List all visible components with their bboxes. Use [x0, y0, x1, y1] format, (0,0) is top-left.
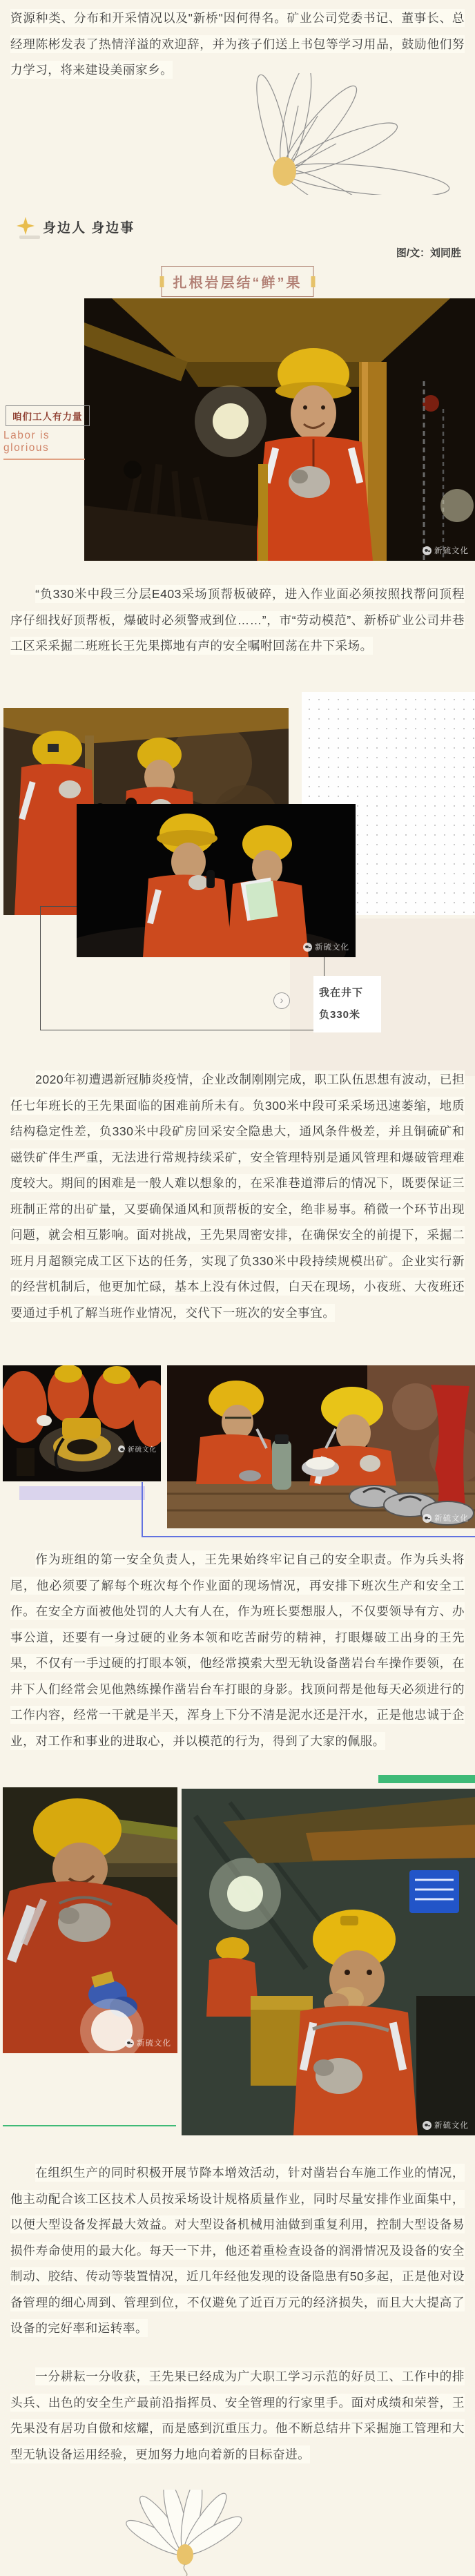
- watermark: 新硫文化: [303, 941, 349, 952]
- flower-center: [177, 2544, 193, 2565]
- paragraph-2: 2020年初遭遇新冠肺炎疫情，企业改制刚刚完成，职工队伍思想有波动，已担任七年班长的王先果面临的困难前所未有。负300米中段可采采场迅速萎缩，地质结构稳定性差，负330米中段矿房回采安全隐患大，通风条件极差，并且铜硫矿和磁铁矿伴生严重，无法进行常规持续采矿，安全管理特别是通风管理和爆破管理难度较大。期间的困难是一般人难以想象的，在采准巷道滞后的情况下，既要保证三班制正常的出矿量，又要确保通风和顶帮板的安全，绝非易事。稍微一个环节出现问题，就会相互影响。面对挑战，王先果周密安排，在确保安全的前提下，采掘二班月月超额完成工区下达的任务，实现了负330米中段持续规模出矿。企业实行新的经营机制后，他更加忙碌，基本上没有休过假，白天在现场，小夜班、大夜班还要通过手机了解当班作业情况，交代下一班次的安全事宜。: [10, 1067, 465, 1326]
- wechat-logo-icon: [125, 2039, 134, 2048]
- flower-decoration-top: [242, 73, 475, 195]
- wechat-logo-icon: [423, 546, 432, 555]
- watermark: 新硫文化: [423, 545, 469, 556]
- paragraph-1: “负330米中段三分层E403采场顶帮板破碎，进入作业面必须按照找帮问顶程序仔细找好顶帮板，爆破时必须警戒到位……”，市“劳动模范”、新桥矿业公司井巷工区采采掘二班班长王先果掷地有声的安全嘱咐回荡在井下采场。: [10, 581, 465, 660]
- blue-accent-line-vertical: [142, 1482, 143, 1537]
- flower-decoration-bottom: [123, 2490, 247, 2576]
- photo-miners-reading-document[interactable]: [77, 804, 356, 957]
- slogan-cn-box: 咱们工人有力量: [6, 405, 90, 426]
- byline: 图/文：刘同胜: [396, 247, 461, 259]
- title-tab-left-icon: [160, 276, 164, 287]
- paragraph-5: 一分耕耘一分收获，王先果已经成为广大职工学习示范的好员工、工作中的排头兵、出色的安全生产最前沿指挥员、安全管理的行家里手。面对成绩和荣誉，王先果没有居功自傲和炫耀，而是感到沉重压力。他不断总结井下采掘施工管理和大型无轨设备运用经验，更加努力地向着新的目标奋进。: [10, 2364, 465, 2468]
- paragraph-4: 在组织生产的同时积极开展节降本增效活动，针对凿岩台车施工作业的情况，他主动配合该工区技术人员按采场设计规格质量作业，同时尽量安排作业面集中，以便大型设备发挥最大效益。对大型设备机械用油做到重复利用，控制大型设备易损件寿命使用的最大化。每天一下井，他还着重检查设备的润滑情况及设备的安全制动、胶结、传动等装置情况，近几年经他发现的设备隐患有50多起，正是他对设备管理的细心周到、管理到位，不仅避免了近百万元的经济损失，而且大大提高了设备的完好率和运转率。: [10, 2160, 465, 2342]
- green-accent-line: [3, 2125, 176, 2126]
- lavender-caption-bar: [19, 1486, 145, 1500]
- blue-accent-line-horizontal: [142, 1536, 475, 1537]
- green-accent-bar: [378, 1775, 475, 1783]
- section-tag: 身边人 身边事: [43, 221, 135, 236]
- title-tab-right-icon: [311, 276, 316, 287]
- article-title-box: [162, 266, 314, 297]
- wechat-logo-icon: [303, 943, 312, 952]
- article-title: 扎根岩层结“鲜”果: [173, 276, 302, 291]
- photo-crew-repairing-wheel[interactable]: [3, 1365, 161, 1481]
- wechat-logo-icon: [423, 2121, 432, 2130]
- chevron-right-icon[interactable]: ›: [273, 992, 290, 1009]
- wechat-logo-icon: [118, 1445, 125, 1452]
- photo-miners-eating-lunch[interactable]: [167, 1365, 475, 1528]
- watermark: 新硫文化: [118, 1444, 157, 1454]
- wechat-logo-icon: [423, 1514, 432, 1523]
- intro-text: 资源种类、分布和开采情况以及"新桥"因何得名。矿业公司党委书记、董事长、总经理陈彬发表了热情洋溢的欢迎辞，并为孩子们送上书包等学习用品，鼓励他们努力学习，将来建设美丽家乡。: [10, 9, 465, 79]
- sparkle-icon: [17, 217, 35, 235]
- watermark: 新硫文化: [423, 1512, 469, 1524]
- watermark: 新硫文化: [423, 2120, 469, 2131]
- paragraph-3: 作为班组的第一安全负责人，王先果始终牢记自己的安全职责。作为兵头将尾，他必须要了解每个班次每个作业面的现场情况，再安排下班次生产和安全工作。在安全方面被他处罚的人大有人在，作为班长要想服人，不仅要领导有方、办事公道，还要有一身过硬的业务本领和吃苦耐劳的精神，打眼爆破工出身的王先果，不仅有一手过硬的打眼本领，他经常摸索大型无轨设备凿岩台车操作要领，在井下人们经常会见他熟练操作凿岩台车打眼的身影。找顶问帮是他每天必须进行的工作内容，经常一干就是半天，浑身上下分不清是泥水还是汗水，正是他忠诚于企业，对工作和事业的进取心，并以模范的行为，得到了大家的佩服。: [10, 1547, 465, 1754]
- intro-paragraph: [10, 6, 465, 84]
- photo-caption-depth: 我在井下 负330米: [313, 976, 381, 1032]
- star-caption-smudge: [19, 236, 40, 239]
- photo-miner-portrait[interactable]: [3, 1787, 177, 2053]
- slogan-en-label: Labor is glorious: [3, 430, 85, 460]
- photo-hero-miner-at-drill[interactable]: [84, 298, 475, 561]
- photo-miner-drinking[interactable]: [182, 1789, 475, 2135]
- flower-center: [273, 157, 296, 186]
- watermark: 新硫文化: [125, 2037, 171, 2048]
